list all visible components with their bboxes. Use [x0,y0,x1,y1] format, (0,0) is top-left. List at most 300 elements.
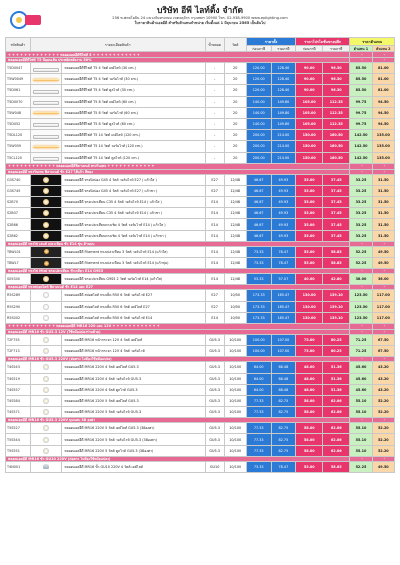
normal-price-incl: 57.07 [271,274,296,285]
table-row [6,301,395,312]
spot-lamp-icon [31,313,62,323]
dealer1-price: 142.50 [350,130,372,141]
section-dash: - [350,285,372,290]
product-base: E27 [205,290,224,301]
table-row [6,395,395,406]
promo-price-incl: 160.50 [323,130,350,141]
dealer1-price: 52.25 [350,461,372,472]
bulb-lamp-icon [31,175,62,185]
bulb-lamp-icon [31,274,62,284]
section-dash: - [372,329,394,334]
product-code: T2F713 [6,346,31,357]
section-title: + + + + + + + + + + + + + หลอดแอลอีดีทีไฟท์ 5 + + + + + + + + + + + + [6,52,350,58]
tube-lamp-icon [31,85,62,95]
promo-price-excl: 35.00 [296,230,323,241]
promo-price-excl: 105.00 [296,118,323,129]
product-description: หลอดแอลอีดี MR16 220V 5 วัตต์ วอร์มไวท์ GU5.3 [62,407,205,418]
product-watt: 10/100 [224,395,246,406]
promo-price-excl: 90.00 [296,85,323,96]
promo-price-incl: 112.35 [323,118,350,129]
product-base: GU5.3 [205,346,224,357]
dealer1-price: 85.50 [350,85,372,96]
product-code: T4S557 [6,384,31,395]
product-image-cell [30,219,62,230]
product-image-cell [30,346,62,357]
product-image-cell [30,445,62,456]
product-image-cell [30,384,62,395]
table-row [6,152,395,163]
product-code: T2F755 [6,334,31,345]
col-promo-header: ราคาโปรโมชั่นขายปลีก [296,38,350,46]
promo-price-excl: 58.00 [296,423,323,434]
dealer2-price: 43.20 [372,373,394,384]
normal-price-excl: 46.67 [246,185,271,196]
normal-price-incl: 82.75 [271,445,296,456]
table-row [6,334,395,345]
normal-price-excl: 77.33 [246,434,271,445]
table-row [6,219,395,230]
promo-price-incl: 42.80 [323,274,350,285]
normal-price-excl: 73.33 [246,258,271,269]
product-description: หลอดแอลอีดีทีไฟท์ T5 8 วัตต์ วอร์มไวท์ (60 cm.) [62,107,205,118]
dealer1-price: 142.50 [350,152,372,163]
product-watt: 10/100 [224,461,246,472]
promo-price-incl: 160.50 [323,152,350,163]
dealer1-price: 52.25 [350,258,372,269]
normal-price-incl: 82.75 [271,395,296,406]
promo-price-excl: 35.00 [296,185,323,196]
product-description: หลอดแอลอีดี MR16 220V 5 วัตต์ คูลไวท์ GU5.3 (38องศา) [62,445,205,456]
col-normal-header: ราคาตั้ง [246,38,295,46]
section-dash: - [350,323,372,329]
dealer1-price: 123.50 [350,312,372,323]
table-row [6,274,395,285]
promo-price-excl: 40.00 [296,274,323,285]
product-description: หลอดแอลอีดี MR16 220V 4 วัตต์ คูลไวท์ GU5.3 [62,384,205,395]
promo-price-excl: 90.00 [296,63,323,74]
mr16-lamp-icon [31,446,62,456]
table-row [6,246,395,257]
normal-price-incl: 68.48 [271,362,296,373]
promo-price-excl: 48.00 [296,384,323,395]
price-table [5,37,395,473]
promo-price-excl: 150.00 [296,141,323,152]
normal-price-incl: 78.47 [271,258,296,269]
mr16-lamp-icon [31,396,62,406]
product-description: หลอดแอลอีดี สปอตไลท์ ทรงเห็ด R50 6 วัตต์ วอร์มไวท์ E27 [62,290,205,301]
product-code: S05S00 [6,274,31,285]
dealer2-price: 117.00 [372,290,394,301]
normal-price-incl: 49.93 [271,174,296,185]
product-base: E27 [205,301,224,312]
product-image-cell [30,96,62,107]
product-description: หลอดแอลอีดี สปอตไลท์ ทรงเห็ด R50 6 วัตต์ วอร์มไวท์ E14 [62,312,205,323]
normal-price-incl: 107.00 [271,346,296,357]
promo-price-excl: 150.00 [296,130,323,141]
normal-price-excl: 100.00 [246,334,271,345]
product-image-cell [30,274,62,285]
promo-price-incl: 51.36 [323,362,350,373]
dealer2-price: 81.00 [372,85,394,96]
product-base: E14 [205,219,224,230]
normal-price-excl: 77.33 [246,423,271,434]
dealer2-price: 135.00 [372,130,394,141]
dealer2-price: 81.00 [372,63,394,74]
product-base: GU5.3 [205,407,224,418]
normal-price-excl: 64.00 [246,362,271,373]
promo-price-excl: 35.00 [296,219,323,230]
product-code: T5S527 [6,423,31,434]
promo-price-incl: 37.45 [323,230,350,241]
product-code: T4S584 [6,395,31,406]
company-name: บริษัท อีพี ไลท์ติ้ง จำกัด [157,6,243,16]
product-base: GU5.3 [205,362,224,373]
promo-price-incl: 58.85 [323,258,350,269]
dealer2-price: 81.00 [372,74,394,85]
table-row [6,312,395,323]
mr16-lamp-icon [31,423,62,433]
normal-price-incl: 185.47 [271,290,296,301]
product-code: TBWL7 [6,258,31,269]
normal-price-excl: 53.33 [246,274,271,285]
dealer1-price: 71.25 [350,346,372,357]
normal-price-incl: 128.40 [271,74,296,85]
dealer2-price: 117.00 [372,312,394,323]
product-description: หลอดแอลอีดี MR16 หน้ากระจก 12V 4 วัตต์ เดย์ไลท์ [62,334,205,345]
col-desc-header: รายละเอียดสินค้า [30,38,205,52]
section-dash: - [350,357,372,362]
product-code: T4S571 [6,407,31,418]
promo-price-excl: 90.00 [296,74,323,85]
promo-price-incl: 96.30 [323,85,350,96]
dealer2-price: 52.20 [372,395,394,406]
section-dash: - [372,241,394,246]
table-row [6,461,395,472]
product-watt: 10/100 [224,423,246,434]
product-watt: 10/100 [224,373,246,384]
table-row [6,118,395,129]
promo-price-excl: 58.00 [296,395,323,406]
promo-price-excl: 75.00 [296,346,323,357]
promo-price-excl: 35.00 [296,197,323,208]
section-dash: - [350,163,372,169]
section-dash: - [350,329,372,334]
product-base: GU5.3 [205,445,224,456]
promo-price-incl: 80.25 [323,346,350,357]
product-base: - [205,74,224,85]
table-row [6,208,395,219]
promo-price-excl: 35.00 [296,208,323,219]
normal-price-excl: 64.00 [246,373,271,384]
normal-price-excl: 140.00 [246,96,271,107]
section-title: หลอดแอลอีดี ทรงไข่ Mini ทรงเปลวเทียน ขั้วเกลียว E14 G9S5 [6,269,350,274]
dealer2-price: 43.20 [372,362,394,373]
dealer2-price: 52.20 [372,445,394,456]
dealer2-price: 52.20 [372,423,394,434]
section-title: หลอดแอลอีดี MR16 ขั้ว GU10 220V (ต่อตรง ไม่ต้องใช้หม้อแปลง) [6,456,350,461]
col-code-header: รหัสสินค้า [6,38,31,52]
col-base-header: ขั้วหลอด [205,38,224,52]
section-dash: - [372,285,394,290]
promo-price-excl: 55.00 [296,258,323,269]
mr16-lamp-icon [31,374,62,384]
gu10-lamp-icon [31,462,62,472]
dealer2-price: 43.20 [372,384,394,395]
table-row [6,85,395,96]
product-watt: 20 [224,85,246,96]
promo-price-incl: 139.10 [323,312,350,323]
product-image-cell [30,395,62,406]
section-title: หลอดแอลอีดี ทรงวินเทจ ฟิลาเมนต์ ขั้ว E27 ไส้แก้ว สีทอง [6,169,350,174]
dealer1-price: 123.50 [350,290,372,301]
section-title: + + + + + + + + + + + + หลอดแอลอีดี MR16 220 และ 12V + + + + + + + + + + + + [6,323,350,329]
section-dash: - [372,52,394,58]
promo-price-incl: 51.36 [323,384,350,395]
tube-warm-lamp-icon [31,141,62,151]
product-code: TBWL01 [6,246,31,257]
promo-price-incl: 62.06 [323,407,350,418]
normal-price-excl: 46.67 [246,219,271,230]
dealer1-price: 71.25 [350,334,372,345]
normal-price-excl: 173.33 [246,290,271,301]
product-image-cell [30,423,62,434]
normal-price-excl: 120.00 [246,85,271,96]
normal-price-excl: 173.33 [246,312,271,323]
section-dash: - [372,163,394,169]
product-image-cell [30,301,62,312]
promo-price-incl: 160.50 [323,141,350,152]
product-image-cell [30,63,62,74]
bulb-lamp-icon [31,231,62,241]
dealer1-price: 55.10 [350,395,372,406]
product-watt: 10/100 [224,334,246,345]
table-row [6,74,395,85]
dealer1-price: 52.25 [350,246,372,257]
table-row [6,107,395,118]
product-description: หลอดแอลอีดีทีไฟท์ T5 14 วัตต์ วอร์มไวท์ (120 cm.) [62,141,205,152]
dealer2-price: 31.50 [372,230,394,241]
col-watt-header: วัตต์ [224,38,246,52]
table-row [6,185,395,196]
col-dealer-header: ราคาตัวแทน [350,38,395,46]
product-watt: 20 [224,141,246,152]
product-code: T5CL120 [6,152,31,163]
dealer2-price: 36.00 [372,274,394,285]
product-code: T5W048 [6,107,31,118]
col-promo-incl: รวมภาษี [323,46,350,52]
dealer1-price: 99.75 [350,96,372,107]
product-code: T5W0049 [6,74,31,85]
table-row [6,445,395,456]
normal-price-incl: 149.80 [271,96,296,107]
product-image-cell [30,107,62,118]
product-watt: 10/100 [224,362,246,373]
table-body [6,52,395,473]
promo-price-excl: 48.00 [296,362,323,373]
promo-price-excl: 55.00 [296,461,323,472]
product-code: T4S543 [6,362,31,373]
product-description: หลอดแอลอีดีทีไฟท์ T5 4 วัตต์ คูลไวท์ (30 cm.) [62,85,205,96]
mr16-lamp-icon [31,346,62,356]
normal-price-incl: 78.47 [271,246,296,257]
product-image-cell [30,197,62,208]
product-description: หลอดแอลอีดี MR16 220V 5 วัตต์ วอร์มไวท์ GU5.3 (38องศา) [62,434,205,445]
normal-price-incl: 214.00 [271,141,296,152]
section-dash: - [372,169,394,174]
promo-price-incl: 62.06 [323,423,350,434]
promo-price-excl: 130.00 [296,301,323,312]
product-base: E14 [205,246,224,257]
normal-price-incl: 214.00 [271,152,296,163]
product-description: หลอดแอลอีดี MR16 220V 5 วัตต์ เดย์ไลท์ GU5.3 [62,395,205,406]
product-watt: 20 [224,118,246,129]
product-base: - [205,130,224,141]
dealer2-price: 49.50 [372,258,394,269]
dealer2-price: 31.50 [372,208,394,219]
product-code: T5W059 [6,141,31,152]
table-row [6,258,395,269]
product-description: หลอดแอลอีดี สปอตไลท์ ทรงเห็ด R50 6 วัตต์ เดย์ไลท์ E27 [62,301,205,312]
normal-price-incl: 149.80 [271,118,296,129]
table-row [6,130,395,141]
product-description: หลอดแอลอีดี MR16 ขั้ว GU10 220V 4 วัตต์ เดย์ไลท์ [62,461,205,472]
product-description: หลอดแอลอีดี MR16 หน้ากระจก 12V 4 วัตต์ วอร์มไวท์ [62,346,205,357]
product-base: GU10 [205,461,224,472]
product-image-cell [30,312,62,323]
dealer2-price: 31.50 [372,197,394,208]
product-code: G3S745 [6,185,31,196]
normal-price-incl: 128.40 [271,85,296,96]
normal-price-incl: 214.00 [271,130,296,141]
normal-price-excl: 46.67 [246,208,271,219]
table-row [6,423,395,434]
dealer2-price: 49.50 [372,461,394,472]
normal-price-incl: 49.93 [271,230,296,241]
mr16-lamp-icon [31,362,62,372]
product-image-cell [30,141,62,152]
normal-price-excl: 77.33 [246,445,271,456]
product-watt: 10/100 [224,407,246,418]
dealer1-price: 33.25 [350,230,372,241]
product-image-cell [30,461,62,472]
normal-price-excl: 46.67 [246,230,271,241]
product-image-cell [30,208,62,219]
product-watt: 12/48 [224,208,246,219]
promo-price-incl: 37.45 [323,197,350,208]
product-description: หลอดแอลอีดีทีไฟท์ T5 14 วัตต์ คูลไวท์ (120 cm.) [62,152,205,163]
product-watt: 20 [224,96,246,107]
product-code: R5S002 [6,312,31,323]
dealer2-price: 49.50 [372,246,394,257]
product-image-cell [30,130,62,141]
product-description: หลอดแอลอีดี MR16 220V 4 วัตต์ วอร์มไวท์ GU5.3 [62,373,205,384]
product-base: GU5.3 [205,373,224,384]
bulb-lamp-icon [31,186,62,196]
promo-price-excl: 105.00 [296,107,323,118]
section-dash: - [350,52,372,58]
promo-price-excl: 75.00 [296,334,323,345]
table-row [6,407,395,418]
normal-price-excl: 73.33 [246,246,271,257]
tube-warm-lamp-icon [31,108,62,118]
dealer1-price: 38.00 [350,274,372,285]
promo-price-excl: 48.00 [296,373,323,384]
dealer1-price: 142.50 [350,141,372,152]
product-watt: 10/50 [224,290,246,301]
product-watt: 12/48 [224,258,246,269]
col-normal-excl: ก่อนภาษี [246,46,271,52]
product-watt: 20 [224,130,246,141]
normal-price-incl: 149.80 [271,107,296,118]
dealer2-price: 94.50 [372,107,394,118]
product-description: หลอดแอลอีดี ทรงเปลวเทียน G9S5 2 วัตต์ วอร์มไวท์ E14 (แก้วใส) [62,274,205,285]
normal-price-incl: 49.93 [271,185,296,196]
product-description: หลอดแอลอีดีทีไฟท์ T5 4 วัตต์ วอร์มไวท์ (30 cm.) [62,74,205,85]
dealer2-price: 31.50 [372,219,394,230]
bulb-lamp-icon [31,197,62,207]
promo-price-excl: 35.00 [296,174,323,185]
section-dash: - [350,456,372,461]
promo-price-incl: 58.85 [323,461,350,472]
promo-price-incl: 62.06 [323,395,350,406]
table-header-row [6,38,395,46]
normal-price-incl: 107.00 [271,334,296,345]
tube-lamp-icon [31,97,62,107]
promo-price-incl: 139.10 [323,301,350,312]
product-image-cell [30,118,62,129]
product-base: - [205,118,224,129]
dealer2-price: 135.00 [372,141,394,152]
section-dash: - [372,357,394,362]
dealer2-price: 31.50 [372,185,394,196]
product-base: - [205,96,224,107]
dealer2-price: 135.00 [372,152,394,163]
table-row [6,174,395,185]
col-promo-excl: ก่อนภาษี [296,46,323,52]
product-code: T5D0047 [6,63,31,74]
product-description: หลอดแอลอีดีทีไฟท์ T5 14 วัตต์ เดย์ไลท์ (120 cm.) [62,130,205,141]
product-watt: 12/48 [224,185,246,196]
product-code: R5S290 [6,301,31,312]
normal-price-excl: 64.00 [246,384,271,395]
product-description: หลอดแอลอีดี ทรงเปลวเทียน C35 4 วัตต์ วอร์มไวท์ E14 ( แก้วชา ) [62,208,205,219]
section-dash: - [350,58,372,63]
document-header [5,5,395,37]
mr16-lamp-icon [31,407,62,417]
product-image-cell [30,174,62,185]
tube-lamp-icon [31,153,62,163]
dealer1-price: 55.10 [350,407,372,418]
promo-price-incl: 37.45 [323,219,350,230]
dealer1-price: 45.60 [350,384,372,395]
dealer1-price: 33.25 [350,185,372,196]
product-watt: 12/48 [224,274,246,285]
promo-price-excl: 130.00 [296,290,323,301]
table-row [6,373,395,384]
product-base: - [205,85,224,96]
product-code: T5DL120 [6,130,31,141]
product-base: GU5.3 [205,334,224,345]
section-dash: - [372,456,394,461]
product-watt: 12/48 [224,246,246,257]
table-row [6,346,395,357]
product-description: หลอดแอลอีดี MR16 220V 5 วัตต์ เดย์ไลท์ GU5.3 (38องศา) [62,423,205,434]
promo-price-incl: 37.45 [323,185,350,196]
product-watt: 12/48 [224,219,246,230]
promo-price-incl: 51.36 [323,373,350,384]
tube-lamp-icon [31,130,62,140]
tube-warm-lamp-icon [31,74,62,84]
